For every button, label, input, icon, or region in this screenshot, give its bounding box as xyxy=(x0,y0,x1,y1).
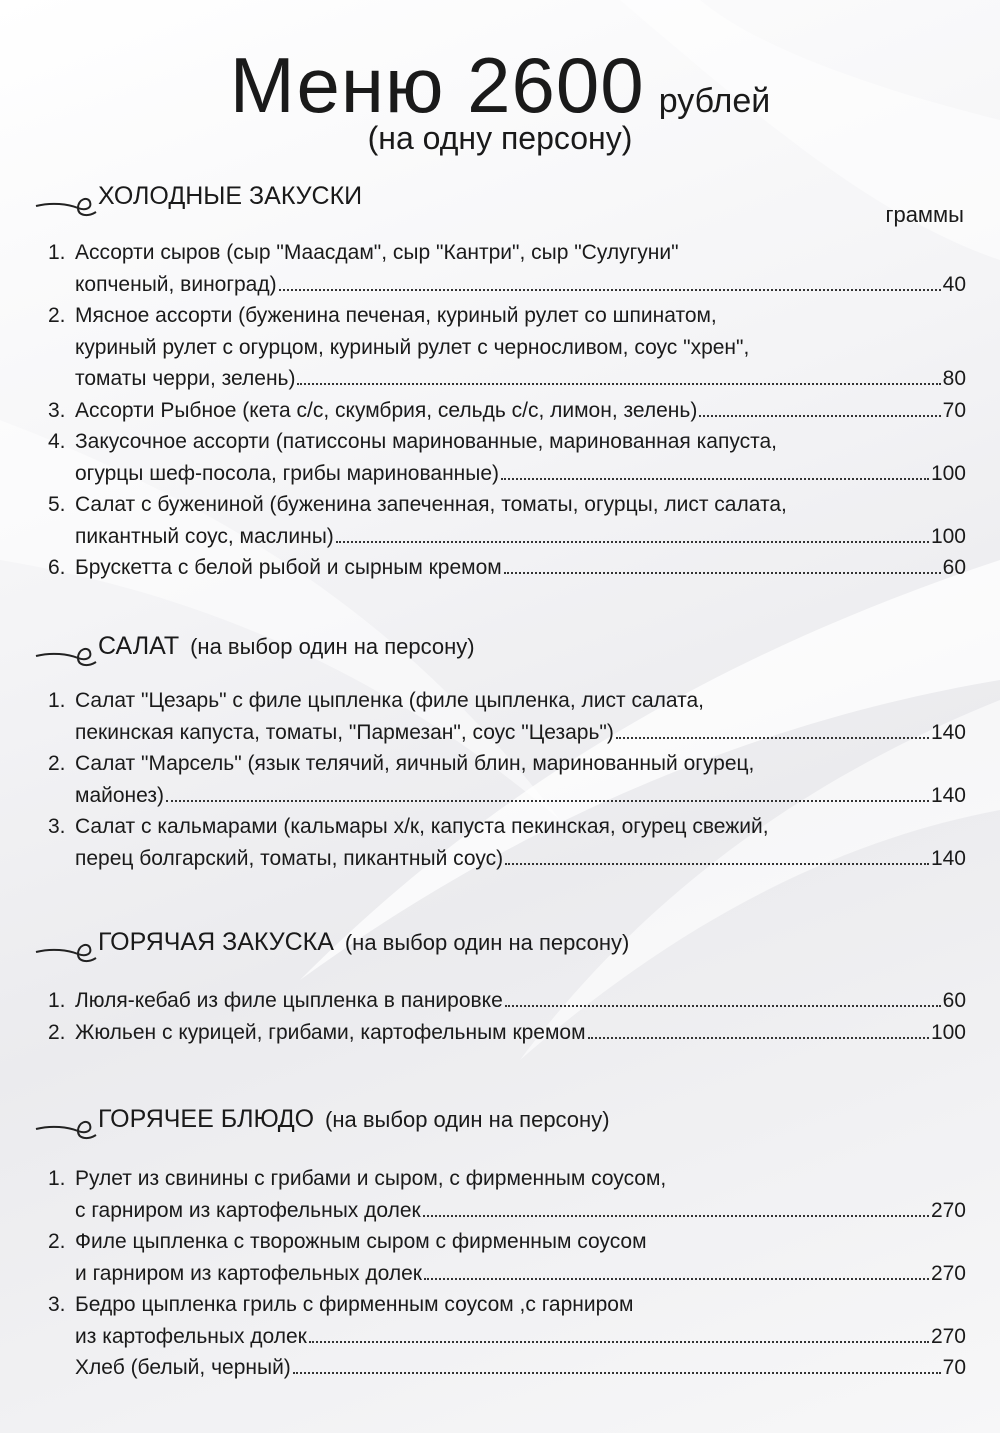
item-grams: 270 xyxy=(930,1324,966,1348)
item-line: Салат с кальмарами (кальмары х/к, капуста пекинская, огурец свежий, xyxy=(75,815,769,838)
section-header xyxy=(0,632,1000,672)
section-title-text: ХОЛОДНЫЕ ЗАКУСКИ xyxy=(98,182,363,210)
flourish-icon xyxy=(34,636,98,670)
item-text: Хлеб (белый, черный) xyxy=(75,1356,291,1379)
dot-leader xyxy=(279,289,941,291)
section-title xyxy=(98,1105,610,1134)
item-text: Ассорти Рыбное (кета с/с, скумбрия, сельдь с/с, лимон, зелень) xyxy=(75,398,698,422)
item-line: Закусочное ассорти (патиссоны маринованные, маринованная капуста, xyxy=(75,430,777,453)
section-hot-appetizer xyxy=(0,928,1000,1048)
grams-header: граммы xyxy=(885,202,964,227)
title-currency: рублей xyxy=(658,82,771,120)
dot-leader xyxy=(616,737,929,739)
menu-item xyxy=(48,1017,966,1049)
item-text: Жюльен с курицей, грибами, картофельным кремом xyxy=(75,1020,586,1044)
dot-leader xyxy=(336,541,929,543)
menu-item xyxy=(48,1289,966,1352)
item-number: 3. xyxy=(48,398,66,422)
item-last-line xyxy=(75,1258,966,1290)
item-last-line xyxy=(75,363,966,395)
item-grams: 70 xyxy=(942,398,966,422)
item-grams: 40 xyxy=(942,272,966,296)
dot-leader xyxy=(166,800,929,802)
item-line: Салат с бужениной (буженина запеченная, томаты, огурцы, лист салата, xyxy=(75,493,787,516)
item-number: 1. xyxy=(48,1167,66,1190)
item-text: пикантный соус, маслины) xyxy=(75,524,334,548)
section-hot-dish xyxy=(0,1105,1000,1384)
item-grams: 70 xyxy=(942,1356,966,1379)
item-line: Филе цыпленка с творожным сыром с фирменным соусом xyxy=(75,1230,647,1253)
dot-leader xyxy=(699,415,940,417)
item-grams: 100 xyxy=(930,1020,966,1044)
item-number: 4. xyxy=(48,430,66,453)
item-last-line xyxy=(75,1017,966,1049)
section-note: (на выбор один на персону) xyxy=(325,1107,610,1132)
item-last-line xyxy=(75,717,966,749)
item-last-line xyxy=(75,395,966,427)
item-text: пекинская капуста, томаты, "Пармезан", соус "Цезарь") xyxy=(75,720,614,744)
item-line: Рулет из свинины с грибами и сыром, с фирменным соусом, xyxy=(75,1167,667,1190)
item-number: 2. xyxy=(48,752,66,775)
item-text: из картофельных долек xyxy=(75,1324,307,1348)
item-last-line xyxy=(75,1352,966,1384)
item-line: Мясное ассорти (буженина печеная, куриный рулет со шпинатом, xyxy=(75,304,717,327)
item-last-line xyxy=(75,521,966,553)
item-number: 5. xyxy=(48,493,66,516)
item-text: с гарниром из картофельных долек xyxy=(75,1198,421,1222)
item-line: Салат "Марсель" (язык телячий, яичный блин, маринованный огурец, xyxy=(75,752,755,775)
item-last-line xyxy=(75,985,966,1017)
section-title xyxy=(98,928,629,957)
dot-leader xyxy=(501,478,929,480)
item-last-line xyxy=(75,780,966,812)
item-number: 1. xyxy=(48,689,66,712)
item-text: Брускетта с белой рыбой и сырным кремом xyxy=(75,556,502,579)
menu-item xyxy=(48,426,966,489)
item-last-line xyxy=(75,458,966,490)
item-text: майонез) xyxy=(75,783,164,807)
item-grams: 80 xyxy=(942,367,966,390)
item-number: 2. xyxy=(48,1230,66,1253)
section-title-text: ГОРЯЧАЯ ЗАКУСКА xyxy=(98,928,334,956)
item-text: перец болгарский, томаты, пикантный соус) xyxy=(75,846,504,870)
section-title xyxy=(98,182,366,211)
item-text: Люля-кебаб из филе цыпленка в панировке xyxy=(75,989,503,1012)
section-title-text: САЛАТ xyxy=(98,632,180,660)
item-grams: 100 xyxy=(930,461,966,485)
item-last-line xyxy=(75,1321,966,1353)
item-text: копченый, виноград) xyxy=(75,272,277,296)
menu-item xyxy=(48,985,966,1017)
item-grams: 140 xyxy=(930,720,966,744)
menu-item xyxy=(48,1163,966,1226)
item-text: томаты черри, зелень) xyxy=(75,367,296,390)
menu-item xyxy=(48,489,966,552)
flourish-icon xyxy=(34,932,98,966)
menu-item xyxy=(48,300,966,395)
menu-subtitle: (на одну персону) xyxy=(367,120,633,156)
section-salad xyxy=(0,632,1000,874)
section-note: (на выбор один на персону) xyxy=(344,930,630,955)
item-line: Салат "Цезарь" с филе цыпленка (филе цыпленка, лист салата, xyxy=(75,689,704,712)
section-title xyxy=(98,632,475,661)
item-last-line xyxy=(75,269,966,301)
menu-item xyxy=(48,237,966,300)
title-main: Меню 2600 xyxy=(229,41,645,129)
dot-leader xyxy=(505,863,929,865)
item-line: Бедро цыпленка гриль с фирменным соусом ,с гарниром xyxy=(75,1293,634,1316)
item-last-line xyxy=(75,1195,966,1227)
item-text: и гарниром из картофельных долек xyxy=(75,1261,422,1285)
item-line: Ассорти сыров (сыр "Маасдам", сыр "Кантри", сыр "Сулугуни" xyxy=(75,241,679,264)
item-last-line xyxy=(75,552,966,584)
item-number: 1. xyxy=(48,989,66,1012)
dot-leader xyxy=(309,1341,929,1343)
dot-leader xyxy=(424,1278,929,1280)
item-number: 6. xyxy=(48,556,66,579)
item-line: куриный рулет с огурцом, куриный рулет с черносливом, соус "хрен", xyxy=(75,335,750,359)
dot-leader xyxy=(505,1005,941,1007)
menu-item xyxy=(48,1226,966,1289)
dot-leader xyxy=(588,1037,929,1039)
item-number: 2. xyxy=(48,1020,66,1044)
section-title-text: ГОРЯЧЕЕ БЛЮДО xyxy=(98,1105,315,1133)
menu-item-bread xyxy=(48,1352,966,1384)
item-number: 1. xyxy=(48,241,66,264)
item-grams: 270 xyxy=(930,1198,966,1222)
dot-leader xyxy=(423,1215,929,1217)
item-grams: 100 xyxy=(930,524,966,548)
item-number: 3. xyxy=(48,815,66,838)
menu-item xyxy=(48,685,966,748)
section-cold-appetizers xyxy=(0,182,1000,584)
menu-item xyxy=(48,811,966,874)
item-grams: 60 xyxy=(942,989,966,1012)
menu-item xyxy=(48,748,966,811)
item-grams: 60 xyxy=(942,556,966,579)
flourish-icon xyxy=(34,1109,98,1143)
section-header xyxy=(0,1105,1000,1145)
flourish-icon xyxy=(34,186,98,220)
section-header xyxy=(0,928,1000,968)
item-grams: 140 xyxy=(930,846,966,870)
item-grams: 270 xyxy=(930,1261,966,1285)
dot-leader xyxy=(293,1372,941,1374)
dot-leader xyxy=(504,572,941,574)
section-note: (на выбор один на персону) xyxy=(190,634,475,659)
item-last-line xyxy=(75,843,966,875)
item-text: огурцы шеф-посола, грибы маринованные) xyxy=(75,461,500,485)
item-grams: 140 xyxy=(930,783,966,807)
item-number: 2. xyxy=(48,304,66,327)
dot-leader xyxy=(297,383,940,385)
menu-item xyxy=(48,552,966,584)
menu-item xyxy=(48,395,966,427)
item-number: 3. xyxy=(48,1293,66,1316)
menu-title xyxy=(0,40,1000,131)
section-header xyxy=(0,182,1000,222)
